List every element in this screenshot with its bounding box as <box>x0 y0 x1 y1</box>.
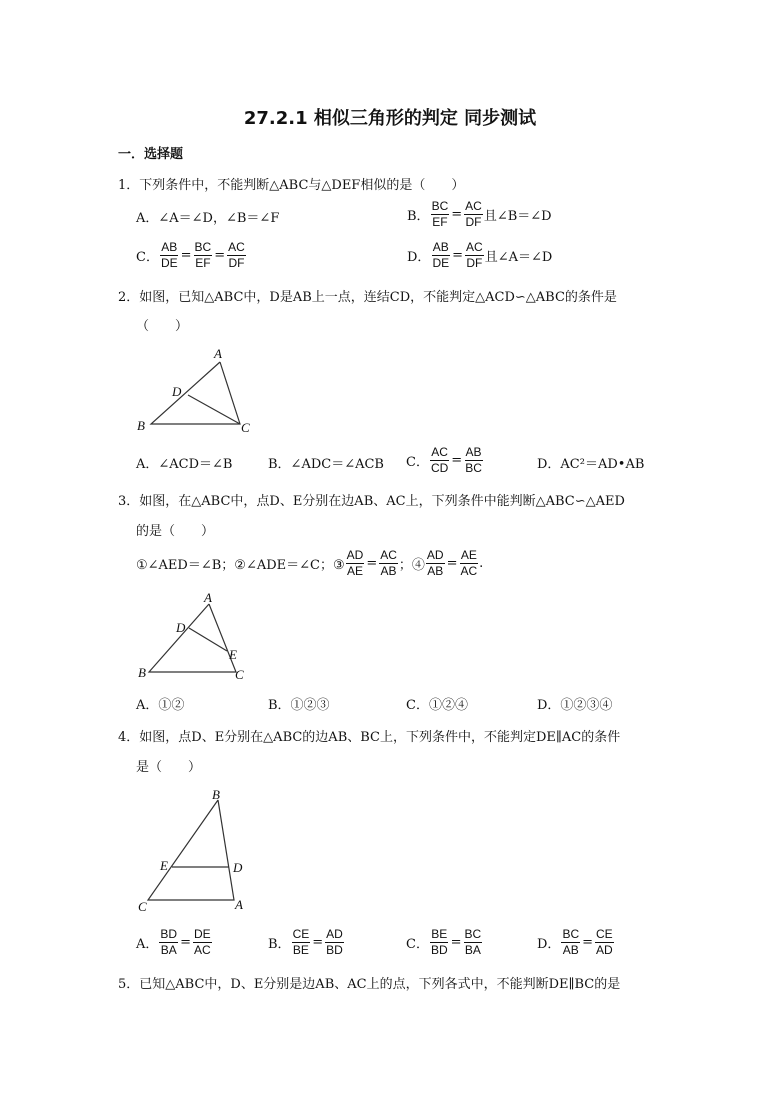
section-heading: 一．选择题 <box>118 147 184 162</box>
q3-option-d[interactable]: D．①②③④ <box>537 698 613 713</box>
q2-option-b[interactable]: B．∠ADC＝∠ACB <box>268 457 384 472</box>
fraction: $\frac{AD}{BD}$ <box>326 927 343 957</box>
triangle-abc <box>149 604 236 672</box>
condition-text: 且∠A＝∠D <box>484 250 553 265</box>
q2-option-d[interactable]: D．AC²＝AD•AB <box>537 457 645 472</box>
option-label: A． <box>136 937 159 952</box>
option-label: D． <box>537 937 561 952</box>
fraction: $\frac{AC}{DF}$ <box>228 240 245 270</box>
condition-text: 且∠B＝∠D <box>483 209 552 224</box>
q4-triangle-diagram <box>132 784 262 916</box>
q4-option-b[interactable]: B． $\frac{CE}{BE}$ = $\frac{AD}{BD}$ <box>268 927 343 957</box>
fraction: $\frac{AB}{DE}$ <box>432 240 450 270</box>
fraction: $\frac{CE}{AD}$ <box>596 927 613 957</box>
q1-stem: 1．下列条件中，不能判断△ABC与△DEF相似的是（ ） <box>118 178 465 193</box>
fraction: $\frac{AB}{DE}$ <box>160 240 178 270</box>
q4-option-d[interactable]: D． $\frac{BC}{AB}$ = $\frac{CE}{AD}$ <box>537 927 613 957</box>
fraction: $\frac{AE}{AC}$ <box>460 548 478 578</box>
point-label-d: D <box>233 860 243 875</box>
q3-option-c[interactable]: C．①②④ <box>406 698 468 713</box>
fraction: $\frac{AD}{AB}$ <box>426 548 444 578</box>
fraction: $\frac{BC}{BA}$ <box>464 927 482 957</box>
fraction: $\frac{BC}{EF}$ <box>194 240 212 270</box>
fraction: $\frac{AC}{AB}$ <box>380 548 397 578</box>
fraction: $\frac{AD}{AE}$ <box>346 548 364 578</box>
option-label: C． <box>406 937 429 952</box>
segment-de <box>189 628 227 651</box>
q1-option-a[interactable]: A．∠A＝∠D，∠B＝∠F <box>136 211 280 226</box>
fraction: $\frac{BC}{AB}$ <box>562 927 580 957</box>
triangle-abc <box>151 362 240 424</box>
q1-option-c[interactable]: C． $\frac{AB}{DE}$ = $\frac{BC}{EF}$ = $\frac{AC}{DF}$ <box>136 240 245 270</box>
fraction: $\frac{BC}{EF}$ <box>431 199 449 229</box>
q2-triangle-diagram <box>130 345 270 437</box>
fraction: $\frac{BD}{BA}$ <box>160 927 178 957</box>
option-label: C． <box>406 455 429 470</box>
triangle-abc <box>148 800 234 900</box>
option-label: B． <box>407 209 430 224</box>
q4-stem: 4．如图，点D、E分别在△ABC的边AB、BC上，下列条件中，不能判定DE∥AC的条件 <box>118 730 621 745</box>
q2-stem: 2．如图，已知△ABC中，D是AB上一点，连结CD，不能判定△ACD∽△ABC的条件是 <box>118 290 617 305</box>
fraction: $\frac{AC}{CD}$ <box>430 445 449 475</box>
point-label-b: B <box>138 665 146 680</box>
point-label-e: E <box>160 858 168 873</box>
fraction: $\frac{CE}{BE}$ <box>292 927 310 957</box>
q5-stem: 5．已知△ABC中，D、E分别是边AB、AC上的点，下列各式中，不能判断DE∥BC的是 <box>118 977 621 992</box>
point-label-c: C <box>235 667 244 682</box>
fraction: $\frac{BE}{BD}$ <box>430 927 448 957</box>
point-label-d: D <box>172 384 182 399</box>
q3-triangle-diagram <box>132 590 262 682</box>
page-title: 27.2.1 相似三角形的判定 同步测试 <box>243 108 537 129</box>
q3-conditions: ①∠AED＝∠B；②∠ADE＝∠C；③ $\frac{AD}{AE}$ = $\frac{AC}{AB}$ ；④ $\frac{AD}{AB}$ = $\frac{AE}{AC}$ . <box>136 548 484 578</box>
option-label: D． <box>407 250 431 265</box>
point-label-a: A <box>204 590 212 605</box>
point-label-b: B <box>137 418 145 433</box>
q2-option-c[interactable]: C． $\frac{AC}{CD}$ = $\frac{AB}{BC}$ <box>406 445 482 475</box>
q4-option-c[interactable]: C． $\frac{BE}{BD}$ = $\frac{BC}{BA}$ <box>406 927 482 957</box>
q3-stem: 3．如图，在△ABC中，点D、E分别在边AB、AC上，下列条件中能判断△ABC∽△AED <box>118 494 625 509</box>
point-label-a: A <box>235 897 243 912</box>
q1-option-b[interactable]: B． $\frac{BC}{EF}$ = $\frac{AC}{DF}$ 且∠B＝∠D <box>407 199 552 229</box>
q3-stem-cont: 的是（ ） <box>136 524 215 539</box>
option-label: B． <box>268 937 291 952</box>
point-label-d: D <box>176 620 186 635</box>
conditions-text: ①∠AED＝∠B；②∠ADE＝∠C；③ <box>136 558 345 573</box>
conditions-end: . <box>479 556 484 571</box>
point-label-e: E <box>229 647 237 662</box>
q2-option-a[interactable]: A．∠ACD＝∠B <box>136 457 233 472</box>
fraction: $\frac{DE}{AC}$ <box>193 927 211 957</box>
q4-option-a[interactable]: A． $\frac{BD}{BA}$ = $\frac{DE}{AC}$ <box>136 927 211 957</box>
q4-stem-cont: 是（ ） <box>136 760 202 775</box>
conditions-separator: ；④ <box>398 558 425 573</box>
option-label: C． <box>136 250 159 265</box>
point-label-c: C <box>138 899 147 914</box>
q3-option-b[interactable]: B．①②③ <box>268 698 330 713</box>
q1-option-d[interactable]: D． $\frac{AB}{DE}$ = $\frac{AC}{DF}$ 且∠A＝∠D <box>407 240 553 270</box>
fraction: $\frac{AB}{BC}$ <box>465 445 482 475</box>
q3-option-a[interactable]: A．①② <box>136 698 185 713</box>
point-label-b: B <box>212 787 220 802</box>
q2-stem-cont: （ ） <box>136 319 189 334</box>
fraction: $\frac{AC}{DF}$ <box>466 240 483 270</box>
point-label-a: A <box>214 346 222 361</box>
point-label-c: C <box>241 420 250 435</box>
fraction: $\frac{AC}{DF}$ <box>465 199 482 229</box>
